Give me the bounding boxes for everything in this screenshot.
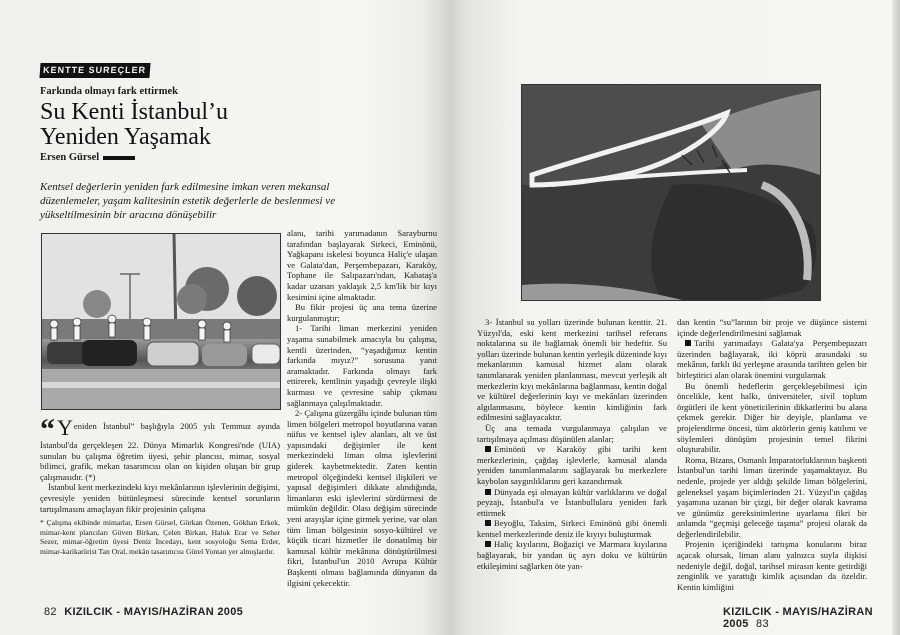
byline-rule xyxy=(103,156,135,160)
magazine-name: KIZILCIK xyxy=(64,606,114,618)
paragraph: alanı, tarihi yarımadanın Sarayburnu tarafından başlayarak Sirkeci, Eminönü, Yağkapanı iskelesi boyunca Haliç'e ulaşan ve Galata'dan, Perşembepazarı, Karaköy, Tophane ile Salıpazarı'ndan, Kabataş'a kadar uzanan yaklaşık 2,5 km'lik bir kıyı kesimini içine almaktadır. xyxy=(287,228,437,302)
bullet-item: Eminönü ve Karaköy gibi tarihi kent merkezlerinin, çağdaş işlevlerle, kamusal alanda yeniden tanımlanmalarını sağlayarak bu merkezlere kaybolan saygınlıklarını geri kazandırmak xyxy=(477,444,667,486)
right-column-1 xyxy=(477,317,667,571)
bullet-icon xyxy=(485,541,491,547)
headline-line-1: Su Kenti İstanbul’u xyxy=(40,99,228,125)
aerial-istanbul-photo xyxy=(521,84,821,301)
bullet-item: Dünyada eşi olmayan kültür varlıklarını ve doğal peyzajı, İstanbul'a ve İstanbullulara yeniden fark ettirmek xyxy=(477,486,667,518)
bullet-item: Beyoğlu, Taksim, Sirkeci Eminönü gibi önemli kentsel merkezlerinde deniz ile kıyıyı buluşturmak xyxy=(477,518,667,539)
street-photo-illustration xyxy=(42,234,280,409)
magazine-name: KIZILCIK xyxy=(723,606,772,618)
article-headline xyxy=(40,100,228,150)
issue-date: MAYIS/HAZİRAN 2005 xyxy=(123,606,244,618)
issue-date: MAYIS/HAZİRAN 2005 xyxy=(723,606,873,630)
byline xyxy=(40,152,135,163)
bullet-icon xyxy=(485,446,491,452)
paragraph: 3- İstanbul su yolları üzerinde bulunan kenttir. 21. Yüzyıl'da, eski kent merkezini tarihsel referans noktalarına su ile bağlamak önemli bir hedeftir. Su yolları üzerinde bulunan kentin yerleşik düzeninde kıyı mekanlarının kamusal hizmet alanı olarak tanımlanarak yeniden planlanması, mevcut yerleşik alt merkezlerin kıyı mekânlarına bağlanması, kentin doğal ve kültürel değerlerinin kıyı ve mekânları üzerinden algılanmasını, böylece kentin kimliğinin fark edilmesini sağlayacaktır. xyxy=(477,317,667,423)
page-number: 82 xyxy=(44,606,57,618)
aerial-photo-illustration xyxy=(522,85,820,300)
street-installation-photo xyxy=(41,233,281,410)
article-kicker: Farkında olmayı fark ettirmek xyxy=(40,86,178,97)
right-column-2 xyxy=(677,317,867,592)
paragraph: Roma, Bizans, Osmanlı İmparatorluklarının başkenti İstanbul'un tarihi liman üzerinde yaşamaktayız. Bu nedenle, projede yer aldığı şekilde liman bölgelerini, geleneksel yaşam biçimlerinden 21. Yüzyıl'ın çağdaş yaşamına uzanan bir çizgi, bir değer olarak kavrama ve günümüz gereksinimlerine uyarlama fikri bir anlamda “geçmişi geleceğe taşıma” projesi olarak da değerlendirilebilir. xyxy=(677,454,867,539)
bullet-item: Tarihi yarımadayı Galata'ya Perşembepazarı üzerinden bağlayarak, iki köprü arasındaki su mekânın, farklı iki yerleşme arasında tarihten gelen bir birleştirici alan olarak önemini vurgulamak xyxy=(677,338,867,380)
dropcap-quote: “ xyxy=(40,413,55,446)
author-name: Ersen Gürsel xyxy=(40,152,100,163)
paragraph: dan kentin “su”larının bir proje ve düşünce sistemi içinde değerlendirilmesini sağlamak xyxy=(677,317,867,338)
left-page-footer: 82 KIZILCIK - MAYIS/HAZİRAN 2005 xyxy=(44,606,244,618)
left-column-2 xyxy=(287,228,437,588)
dropcap-letter: Y xyxy=(57,415,73,440)
footnote: * Çalışma ekibinde mimarlar, Ersen Gürsel, Gürkan Özenen, Gökhan Erkek, mimar-kent plancıları Güven Birkan, Çelen Birkan, Haluk Erar ve Seher Sezer, mimar-öğretim üyesi Deniz İncedayı, kent sosyoloğu Sema Erder, mimar-karikatürist Tan Oral, mekân tasarımcısı Gürel Yontan yer almışlardır. xyxy=(40,518,280,556)
article-deck: Kentsel değerlerin yeniden fark edilmesine imkan veren mekansal düzenlemeler, yaşam kalitesinin estetik değerlerle de beslenmesi ve yükseltilmesinin bir aracına dönüşebilir xyxy=(40,181,336,221)
right-page-footer: KIZILCIK - MAYIS/HAZİRAN 2005 83 xyxy=(723,606,873,630)
bullet-icon xyxy=(685,340,691,346)
paragraph: İstanbul kent merkezindeki kıyı mekânlarının işlevlerinin değişimi, çevresiyle yeniden bütünleşmesi sürecinde kentsel sorunların tartışılmasını amaçlayan fikir projesinin çalışma xyxy=(40,482,280,514)
paragraph: 1- Tarihi liman merkezini yeniden yaşama sunabilmek amacıyla bu çalışma, kentli üzerinden, “yaşadığımız kentin farkında mıyız?” sorusuna yanıt aramaktadır. Farkında olmayı fark ettirerek, kentlinin yaşadığı çevreyle ilişki kurması ve çevresine sahip çıkması sağlanmaya çalışılmaktadır. xyxy=(287,323,437,408)
paragraph: 2- Çalışma güzergâhı içinde bulunan tüm limen bölgeleri metropol boyutlarına varan nüfus ve kentsel işlev alanları, alt ve üst yapısındaki değişimler ile kent merkezindeki liman olma işlevlerini giderek kaybetmektedir. Zaten kentin metropol ölçeğindeki kentsel ilişkileri ve yapısal değişimleri dikkate alındığında, limanların eski işlevlerini sürdürmesi de mümkün değildir. Olası değişim sürecinde yeni arayışlar içine girmek yerine, var olan tüm liman bölgesinin sosyo-kültürel ve küçük ticari hizmetler ile donatılmış bir kamusal kültür mekânına dönüştürülmesi fikri, İstanbul'un 2010 Avrupa Kültür Başkenti olması bağlamında dünyanın da ilgisini çekecektir. xyxy=(287,408,437,588)
page-number: 83 xyxy=(756,618,769,630)
left-column-1 xyxy=(40,413,280,557)
headline-line-2: Yeniden Yaşamak xyxy=(40,124,211,150)
page-edge xyxy=(892,0,900,635)
paragraph: Üç ana temada vurgulanmaya çalışılan ve tartışılmaya açılması düşünülen alanlar; xyxy=(477,422,667,444)
paragraph: eniden İstanbul” başlığıyla 2005 yılı Temmuz ayında İstanbul'da gerçekleşen 22. Dünya Mimarlık Kongresi'nde (UIA) sunulan bu çalışma öğretim üyesi, şehir plancısı, mimar, sosyal bilimci, grafik, mekan tasarımcısı olan on kişiden oluşan bir grup çalışmasıdır. (*) xyxy=(40,421,280,482)
section-banner: KENTTE SUREÇLER xyxy=(39,63,150,78)
right-page xyxy=(450,0,900,635)
bullet-item: Haliç kıyılarını, Boğaziçi ve Marmara kıyılarına bağlayarak, bir yandan üç ayrı doku ve kültürün etkileşimini sağlarken öte yan- xyxy=(477,539,667,571)
paragraph: Bu fikir projesi üç ana tema üzerine kurgulanmıştır; xyxy=(287,302,437,323)
paragraph: Projenin içeriğindeki tartışma konularını biraz açacak olursak, liman alanı yalnızca suyla ilişkisi nedeniyle değil, doğal, tarihsel mirasın kente getirdiği zenginlik ve yarattığı kimlik açısından da özeldir. Kentin kimliğini xyxy=(677,539,867,592)
paragraph: Bu önemli hedeflerin gerçekleşebilmesi için öncelikle, kent halkı, üniversiteler, sivil toplum örgütleri ile kent yöneticilerinin dikkatlerini bu alana çekmek gerekir. Diğer bir deyişle, planlama ve projelendirme öncesi, tüm aktörlerin geniş katılımı ve söylemleri dönüşüm projesinin temel fikrini oluşturabilir. xyxy=(677,380,867,455)
bullet-icon xyxy=(485,520,491,526)
bullet-icon xyxy=(485,489,491,495)
